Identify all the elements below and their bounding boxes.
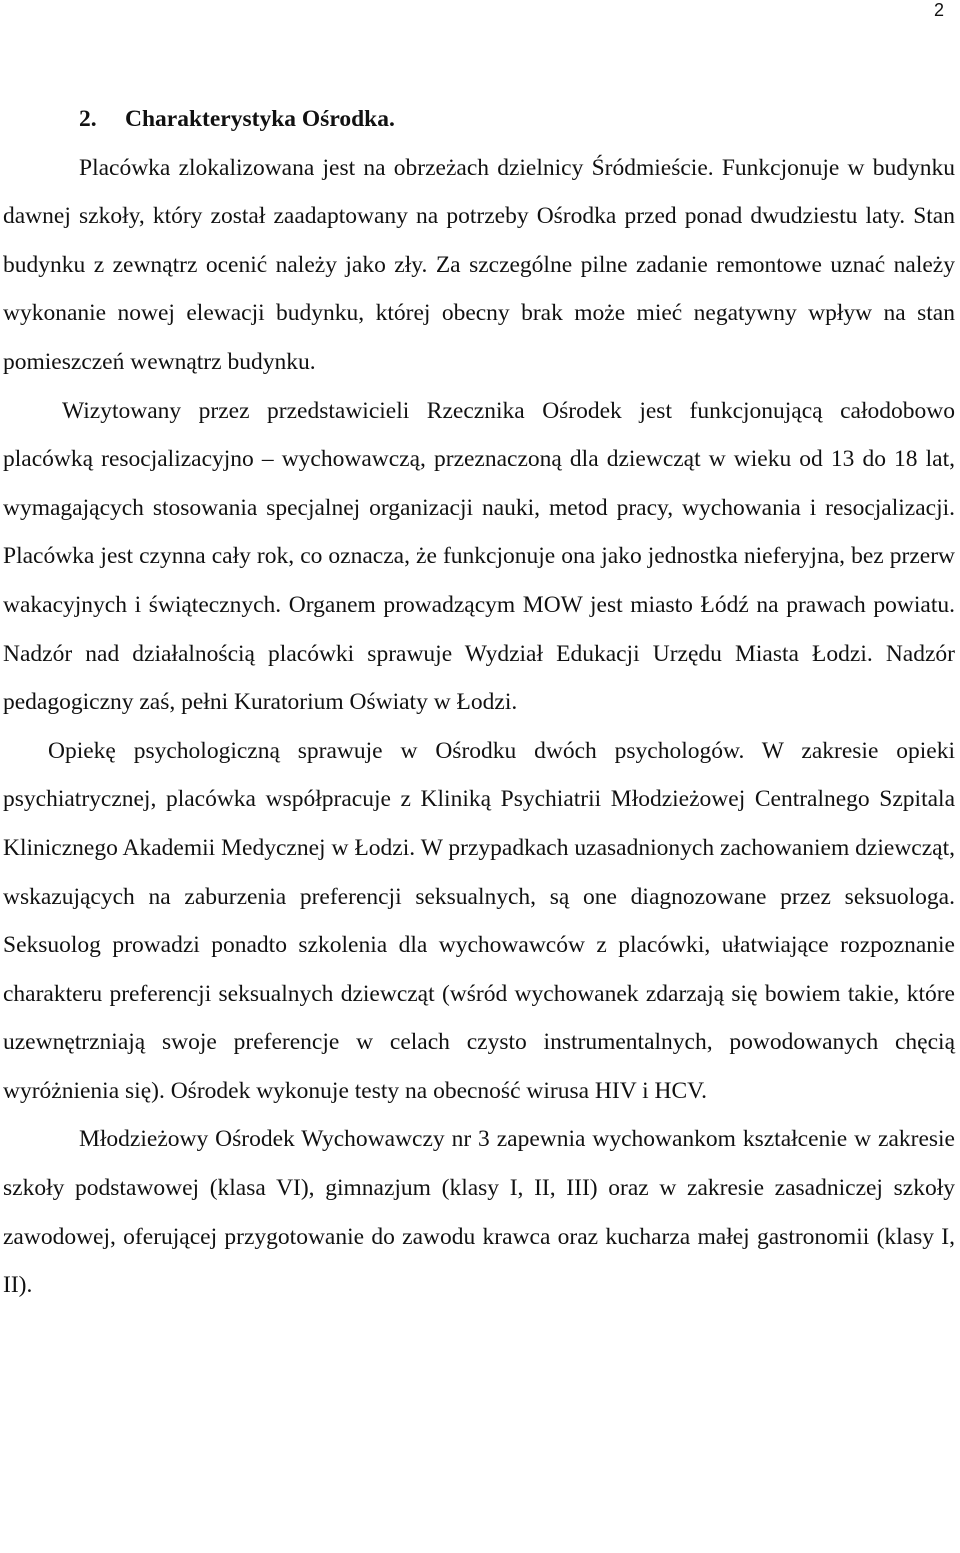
page-number: 2 <box>934 0 945 20</box>
section-number: 2. <box>79 106 97 132</box>
section-title: Charakterystyka Ośrodka. <box>125 106 395 132</box>
paragraph-institution: Wizytowany przez przedstawicieli Rzecznika Ośrodek jest funkcjonującą całodobowo placówką resocjalizacyjno – wychowawczą, przeznaczoną dla dziewcząt w wieku od 13 do 18 lat, wymagających stosowania specjalnej organizacji nauki, metod pracy, wychowania i resocjalizacji. Placówka jest czynna cały rok, co oznacza, że funkcjonuje ona jako jednostka nieferyjna, bez przerw wakacyjnych i świątecznych. Organem prowadzącym MOW jest miasto Łódź na prawach powiatu. Nadzór nad działalnością placówki sprawuje Wydział Edukacji Urzędu Miasta Łodzi. Nadzór pedagogiczny zaś, pełni Kuratorium Oświaty w Łodzi. <box>3 397 955 716</box>
paragraph-education: Młodzieżowy Ośrodek Wychowawczy nr 3 zapewnia wychowankom kształcenie w zakresie szkoły podstawowej (klasa VI), gimnazjum (klasy I, II, III) oraz w zakresie zasadniczej szkoły zawodowej, oferującej przygotowanie do zawodu krawca oraz kucharza małej gastronomii (klasy I, II). <box>3 1126 955 1299</box>
paragraph-location: Placówka zlokalizowana jest na obrzeżach dzielnicy Śródmieście. Funkcjonuje w budynku dawnej szkoły, który został zaadaptowany na potrzeby Ośrodka przed ponad dwudziestu laty. Stan budynku z zewnątrz ocenić należy jako zły. Za szczególne pilne zadanie remontowe uznać należy wykonanie nowej elewacji budynku, której obecny brak może mieć negatywny wpływ na stan pomieszczeń wewnątrz budynku. <box>3 154 955 375</box>
section-heading <box>3 95 955 144</box>
paragraph-psychological-care: Opiekę psychologiczną sprawuje w Ośrodku dwóch psychologów. W zakresie opieki psychiatrycznej, placówka współpracuje z Kliniką Psychiatrii Młodzieżowej Centralnego Szpitala Klinicznego Akademii Medycznej w Łodzi. W przypadkach uzasadnionych zachowaniem dziewcząt, wskazujących na zaburzenia preferencji seksualnych, są one diagnozowane przez seksuologa. Seksuolog prowadzi ponadto szkolenia dla wychowawców z placówki, ułatwiające rozpoznanie charakteru preferencji seksualnych dziewcząt (wśród wychowanek zdarzają się bowiem takie, które uzewnętrzniają swoje preferencje w celach czysto instrumentalnych, powodowanych chęcią wyróżnienia się). Ośrodek wykonuje testy na obecność wirusa HIV i HCV. <box>3 737 955 1104</box>
document-body <box>3 95 955 1310</box>
